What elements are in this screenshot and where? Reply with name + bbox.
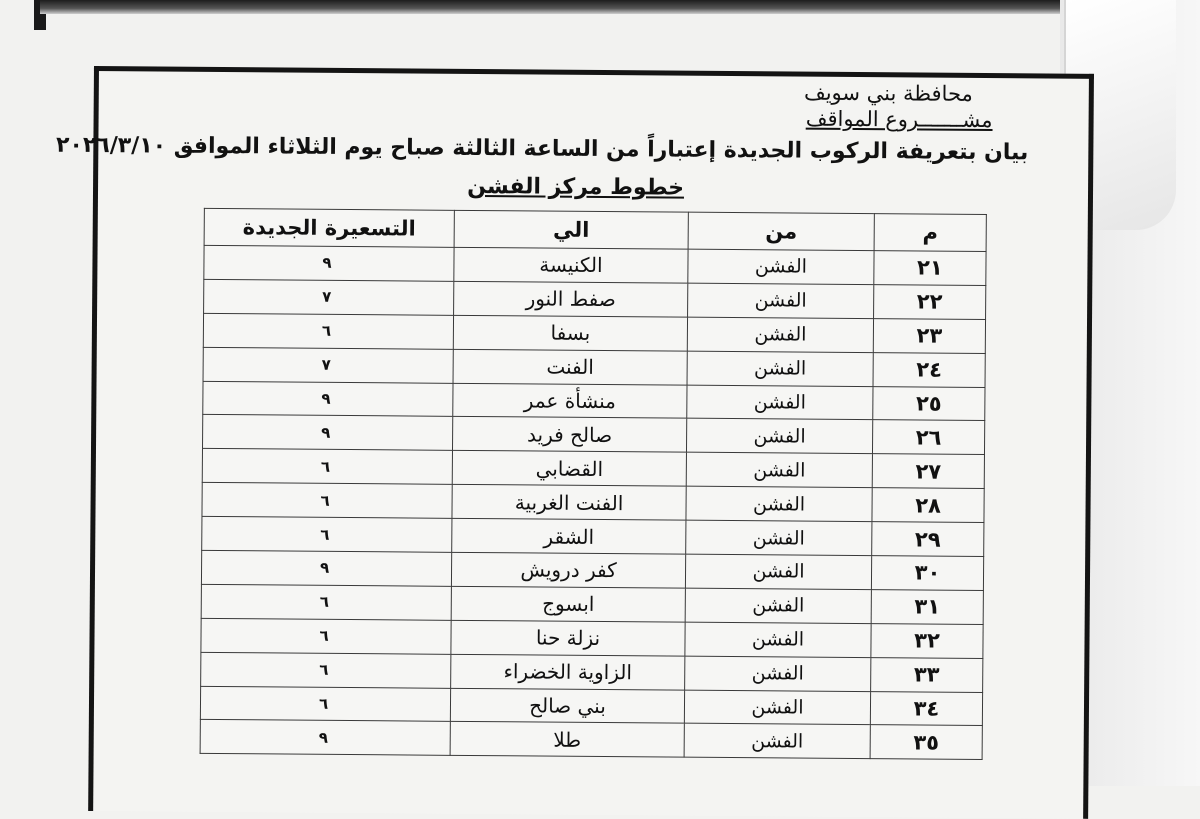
fare-table: [200, 208, 987, 760]
row-to: بسفا: [453, 315, 687, 351]
row-fare: ٦: [201, 618, 451, 654]
project-name: مشـــــــروع المواقف: [805, 106, 993, 133]
row-from: الفشن: [688, 249, 874, 284]
column-header-to: الي: [454, 210, 688, 249]
row-number: ٢٢: [874, 285, 986, 320]
row-fare: ٦: [202, 516, 452, 552]
column-header-from: من: [688, 212, 874, 250]
row-to: ابسوج: [451, 586, 685, 622]
row-number: ٣١: [871, 590, 983, 625]
row-number: ٢٤: [873, 352, 985, 387]
column-header-number: م: [874, 214, 986, 252]
row-to: كفر درويش: [451, 552, 685, 588]
row-from: الفشن: [686, 486, 872, 521]
row-number: ٢٦: [872, 420, 984, 455]
row-fare: ٧: [204, 279, 454, 315]
row-fare: ٩: [203, 381, 453, 417]
row-fare: ٦: [202, 449, 452, 485]
table-header-row: [204, 208, 986, 251]
row-to: القضابي: [452, 451, 686, 487]
row-fare: ٧: [203, 347, 453, 383]
row-to: طلا: [450, 722, 684, 758]
table-row: [200, 720, 982, 760]
row-to: الشقر: [452, 518, 686, 554]
row-to: نزلة حنا: [451, 620, 685, 656]
row-from: الفشن: [684, 724, 870, 759]
row-from: الفشن: [686, 520, 872, 555]
row-number: ٣٣: [871, 657, 983, 692]
row-fare: ٩: [200, 720, 450, 756]
row-from: الفشن: [685, 554, 871, 589]
document-frame: [55, 66, 1094, 819]
row-fare: ٦: [202, 483, 452, 519]
row-number: ٣٢: [871, 623, 983, 658]
row-to: بني صالح: [450, 688, 684, 724]
row-fare: ٦: [201, 584, 451, 620]
row-from: الفشن: [686, 453, 872, 488]
governorate-name: محافظة بني سويف: [803, 80, 973, 106]
lines-title: خطوط مركز الفشن: [467, 173, 685, 201]
row-number: ٣٠: [871, 556, 983, 591]
column-header-fare: التسعيرة الجديدة: [204, 208, 454, 247]
row-to: الكنيسة: [454, 247, 688, 283]
row-number: ٢٣: [873, 318, 985, 353]
row-to: صالح فريد: [452, 417, 686, 453]
row-number: ٢١: [874, 251, 986, 286]
row-to: صفط النور: [454, 281, 688, 317]
row-from: الفشن: [687, 317, 873, 352]
row-fare: ٦: [203, 313, 453, 349]
row-number: ٣٤: [870, 691, 982, 726]
row-from: الفشن: [687, 385, 873, 420]
row-to: منشأة عمر: [453, 383, 687, 419]
row-fare: ٩: [204, 245, 454, 281]
row-to: الفنت الغربية: [452, 485, 686, 521]
row-fare: ٦: [200, 686, 450, 722]
row-fare: ٦: [201, 652, 451, 688]
row-number: ٣٥: [870, 725, 982, 760]
row-number: ٢٩: [872, 522, 984, 557]
statement-title: بيان بتعريفة الركوب الجديدة إعتباراً من الساعة الثالثة صباح يوم الثلاثاء الموافق ٢٠٢٦/٣/١٠: [55, 132, 1029, 166]
row-from: الفشن: [684, 690, 870, 725]
row-number: ٢٨: [872, 488, 984, 523]
row-to: الزاوية الخضراء: [451, 654, 685, 690]
row-to: الفنت: [453, 349, 687, 385]
row-from: الفشن: [686, 419, 872, 454]
row-number: ٢٧: [872, 454, 984, 489]
row-from: الفشن: [685, 656, 871, 691]
row-number: ٢٥: [873, 386, 985, 421]
row-from: الفشن: [685, 622, 871, 657]
row-from: الفشن: [685, 588, 871, 623]
row-from: الفشن: [688, 283, 874, 318]
page-edge-top: [40, 0, 1060, 14]
row-fare: ٩: [201, 550, 451, 586]
row-fare: ٩: [202, 415, 452, 451]
row-from: الفشن: [687, 351, 873, 386]
